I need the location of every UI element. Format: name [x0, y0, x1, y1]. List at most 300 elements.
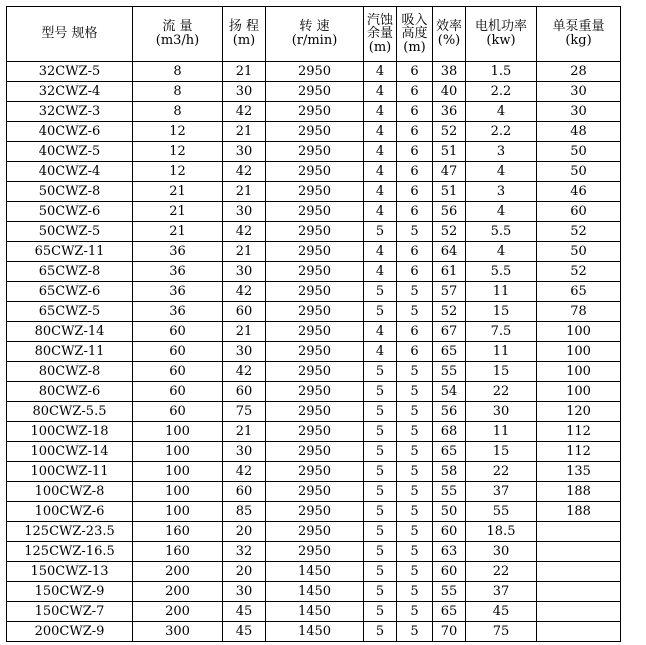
cell-suction: 5: [397, 362, 433, 382]
cell-flow: 36: [133, 242, 223, 262]
cell-flow: 36: [133, 262, 223, 282]
table-row: [7, 442, 621, 462]
cell-power: 30: [466, 402, 537, 422]
table-row: [7, 162, 621, 182]
cell-npsh: 4: [364, 102, 397, 122]
cell-head: 60: [223, 302, 266, 322]
cell-head: 20: [223, 562, 266, 582]
cell-speed: 2950: [266, 102, 364, 122]
cell-npsh: 4: [364, 142, 397, 162]
cell-efficiency: 60: [433, 562, 466, 582]
cell-power: 75: [466, 622, 537, 642]
cell-head: 42: [223, 362, 266, 382]
cell-weight: 120: [537, 402, 621, 422]
cell-head: 21: [223, 422, 266, 442]
cell-speed: 2950: [266, 422, 364, 442]
header-head-label: 扬 程: [228, 19, 260, 35]
table-row: [7, 522, 621, 542]
cell-flow: 200: [133, 562, 223, 582]
cell-weight: 100: [537, 342, 621, 362]
cell-speed: 2950: [266, 122, 364, 142]
cell-head: 32: [223, 542, 266, 562]
cell-power: 11: [466, 422, 537, 442]
cell-suction: 6: [397, 242, 433, 262]
cell-head: 21: [223, 242, 266, 262]
cell-model: 100CWZ-8: [7, 482, 133, 502]
header-suction-unit: (m): [403, 39, 426, 55]
cell-model: 40CWZ-5: [7, 142, 133, 162]
cell-speed: 1450: [266, 602, 364, 622]
cell-speed: 1450: [266, 622, 364, 642]
cell-model: 150CWZ-9: [7, 582, 133, 602]
cell-npsh: 5: [364, 362, 397, 382]
table-row: [7, 542, 621, 562]
cell-weight: 28: [537, 62, 621, 82]
cell-power: 45: [466, 602, 537, 622]
cell-speed: 2950: [266, 82, 364, 102]
table-row: [7, 362, 621, 382]
cell-model: 32CWZ-4: [7, 82, 133, 102]
cell-power: 2.2: [466, 122, 537, 142]
cell-power: 11: [466, 282, 537, 302]
cell-model: 65CWZ-11: [7, 242, 133, 262]
header-head: [223, 7, 266, 62]
cell-suction: 5: [397, 222, 433, 242]
cell-npsh: 5: [364, 482, 397, 502]
table-body: [7, 62, 621, 642]
cell-flow: 200: [133, 602, 223, 622]
cell-npsh: 4: [364, 62, 397, 82]
cell-suction: 5: [397, 582, 433, 602]
cell-flow: 8: [133, 102, 223, 122]
cell-power: 3: [466, 182, 537, 202]
cell-weight: 100: [537, 362, 621, 382]
cell-weight: 30: [537, 102, 621, 122]
cell-weight: [537, 582, 621, 602]
header-model: [7, 7, 133, 62]
cell-flow: 60: [133, 402, 223, 422]
cell-weight: 188: [537, 482, 621, 502]
cell-head: 21: [223, 182, 266, 202]
cell-flow: 36: [133, 282, 223, 302]
cell-model: 80CWZ-11: [7, 342, 133, 362]
table-row: [7, 102, 621, 122]
cell-power: 5.5: [466, 262, 537, 282]
cell-efficiency: 57: [433, 282, 466, 302]
cell-head: 30: [223, 442, 266, 462]
cell-model: 100CWZ-14: [7, 442, 133, 462]
header-speed-label: 转 速: [299, 19, 330, 35]
cell-speed: 2950: [266, 542, 364, 562]
cell-model: 100CWZ-11: [7, 462, 133, 482]
cell-flow: 12: [133, 162, 223, 182]
cell-flow: 12: [133, 122, 223, 142]
cell-power: 11: [466, 342, 537, 362]
table-row: [7, 282, 621, 302]
cell-efficiency: 50: [433, 502, 466, 522]
cell-npsh: 5: [364, 542, 397, 562]
table-row: [7, 462, 621, 482]
table-row: [7, 622, 621, 642]
header-head-unit: (m): [232, 33, 256, 48]
cell-efficiency: 64: [433, 242, 466, 262]
cell-npsh: 4: [364, 162, 397, 182]
cell-suction: 5: [397, 522, 433, 542]
cell-flow: 100: [133, 482, 223, 502]
cell-model: 50CWZ-5: [7, 222, 133, 242]
header-flow-label: 流 量: [162, 19, 193, 35]
header-speed-unit: (r/min): [291, 33, 338, 48]
cell-efficiency: 55: [433, 582, 466, 602]
cell-npsh: 5: [364, 222, 397, 242]
cell-head: 42: [223, 462, 266, 482]
cell-power: 4: [466, 102, 537, 122]
cell-speed: 1450: [266, 562, 364, 582]
cell-weight: 100: [537, 322, 621, 342]
cell-flow: 160: [133, 522, 223, 542]
cell-efficiency: 67: [433, 322, 466, 342]
table-row: [7, 482, 621, 502]
cell-model: 125CWZ-23.5: [7, 522, 133, 542]
cell-npsh: 4: [364, 242, 397, 262]
table-row: [7, 502, 621, 522]
table-row: [7, 422, 621, 442]
cell-weight: 188: [537, 502, 621, 522]
header-weight-unit: (kg): [565, 33, 592, 48]
cell-power: 4: [466, 202, 537, 222]
cell-weight: 50: [537, 162, 621, 182]
cell-suction: 5: [397, 442, 433, 462]
cell-speed: 2950: [266, 162, 364, 182]
cell-weight: 112: [537, 442, 621, 462]
cell-speed: 2950: [266, 322, 364, 342]
cell-suction: 5: [397, 302, 433, 322]
header-flow: [133, 7, 223, 62]
cell-efficiency: 55: [433, 482, 466, 502]
header-power-unit: (kw): [486, 33, 516, 48]
cell-model: 40CWZ-6: [7, 122, 133, 142]
cell-suction: 5: [397, 482, 433, 502]
cell-suction: 6: [397, 142, 433, 162]
cell-npsh: 5: [364, 462, 397, 482]
cell-efficiency: 52: [433, 222, 466, 242]
cell-npsh: 5: [364, 622, 397, 642]
cell-model: 80CWZ-5.5: [7, 402, 133, 422]
cell-npsh: 5: [364, 422, 397, 442]
cell-speed: 2950: [266, 202, 364, 222]
cell-head: 30: [223, 82, 266, 102]
cell-npsh: 4: [364, 182, 397, 202]
cell-flow: 100: [133, 462, 223, 482]
header-efficiency-label: 效率: [435, 19, 462, 35]
header-flow-unit: (m3/h): [155, 33, 200, 48]
cell-speed: 2950: [266, 182, 364, 202]
cell-efficiency: 38: [433, 62, 466, 82]
cell-speed: 2950: [266, 382, 364, 402]
cell-npsh: 5: [364, 602, 397, 622]
cell-flow: 60: [133, 322, 223, 342]
cell-npsh: 5: [364, 442, 397, 462]
table-row: [7, 562, 621, 582]
cell-suction: 5: [397, 602, 433, 622]
cell-model: 100CWZ-18: [7, 422, 133, 442]
cell-power: 18.5: [466, 522, 537, 542]
cell-power: 30: [466, 542, 537, 562]
header-power-label: 电机功率: [474, 19, 527, 35]
cell-suction: 5: [397, 562, 433, 582]
header-weight: [537, 7, 621, 62]
cell-npsh: 4: [364, 202, 397, 222]
cell-efficiency: 36: [433, 102, 466, 122]
cell-power: 5.5: [466, 222, 537, 242]
cell-head: 42: [223, 222, 266, 242]
cell-flow: 60: [133, 382, 223, 402]
cell-flow: 100: [133, 442, 223, 462]
cell-head: 75: [223, 402, 266, 422]
cell-flow: 21: [133, 202, 223, 222]
cell-flow: 8: [133, 62, 223, 82]
cell-suction: 6: [397, 102, 433, 122]
cell-model: 50CWZ-6: [7, 202, 133, 222]
cell-weight: 60: [537, 202, 621, 222]
table-row: [7, 242, 621, 262]
cell-efficiency: 58: [433, 462, 466, 482]
cell-speed: 2950: [266, 462, 364, 482]
cell-npsh: 4: [364, 342, 397, 362]
cell-power: 4: [466, 162, 537, 182]
cell-power: 15: [466, 302, 537, 322]
cell-suction: 6: [397, 342, 433, 362]
cell-efficiency: 56: [433, 202, 466, 222]
cell-speed: 2950: [266, 482, 364, 502]
cell-head: 42: [223, 282, 266, 302]
cell-flow: 300: [133, 622, 223, 642]
cell-weight: 48: [537, 122, 621, 142]
cell-weight: 50: [537, 142, 621, 162]
cell-flow: 12: [133, 142, 223, 162]
cell-efficiency: 55: [433, 362, 466, 382]
cell-speed: 2950: [266, 222, 364, 242]
cell-power: 2.2: [466, 82, 537, 102]
cell-model: 65CWZ-8: [7, 262, 133, 282]
header-suction-label: 吸入高度: [401, 12, 428, 42]
cell-suction: 6: [397, 202, 433, 222]
cell-suction: 6: [397, 122, 433, 142]
cell-flow: 21: [133, 222, 223, 242]
cell-model: 65CWZ-6: [7, 282, 133, 302]
cell-efficiency: 65: [433, 442, 466, 462]
cell-power: 15: [466, 362, 537, 382]
cell-head: 45: [223, 602, 266, 622]
cell-head: 85: [223, 502, 266, 522]
cell-suction: 6: [397, 182, 433, 202]
cell-power: 7.5: [466, 322, 537, 342]
cell-power: 22: [466, 562, 537, 582]
header-speed: [266, 7, 364, 62]
cell-suction: 5: [397, 542, 433, 562]
cell-suction: 5: [397, 402, 433, 422]
cell-speed: 2950: [266, 362, 364, 382]
table-row: [7, 582, 621, 602]
cell-head: 30: [223, 142, 266, 162]
cell-power: 22: [466, 382, 537, 402]
cell-weight: [537, 602, 621, 622]
cell-head: 21: [223, 322, 266, 342]
cell-flow: 100: [133, 422, 223, 442]
table-row: [7, 122, 621, 142]
cell-suction: 6: [397, 82, 433, 102]
cell-model: 150CWZ-7: [7, 602, 133, 622]
table-row: [7, 602, 621, 622]
cell-suction: 6: [397, 322, 433, 342]
cell-weight: 65: [537, 282, 621, 302]
cell-npsh: 4: [364, 322, 397, 342]
cell-efficiency: 70: [433, 622, 466, 642]
cell-head: 30: [223, 582, 266, 602]
cell-speed: 2950: [266, 242, 364, 262]
cell-speed: 2950: [266, 302, 364, 322]
cell-flow: 36: [133, 302, 223, 322]
cell-efficiency: 52: [433, 302, 466, 322]
cell-speed: 2950: [266, 522, 364, 542]
cell-flow: 200: [133, 582, 223, 602]
table-row: [7, 402, 621, 422]
cell-model: 80CWZ-8: [7, 362, 133, 382]
cell-power: 4: [466, 242, 537, 262]
cell-flow: 160: [133, 542, 223, 562]
cell-weight: 100: [537, 382, 621, 402]
cell-head: 30: [223, 342, 266, 362]
cell-npsh: 5: [364, 302, 397, 322]
cell-suction: 5: [397, 382, 433, 402]
cell-weight: 135: [537, 462, 621, 482]
cell-weight: [537, 562, 621, 582]
cell-efficiency: 63: [433, 542, 466, 562]
cell-suction: 5: [397, 462, 433, 482]
cell-npsh: 4: [364, 262, 397, 282]
cell-model: 32CWZ-3: [7, 102, 133, 122]
cell-weight: 50: [537, 242, 621, 262]
cell-weight: 78: [537, 302, 621, 322]
cell-model: 65CWZ-5: [7, 302, 133, 322]
cell-speed: 2950: [266, 262, 364, 282]
cell-model: 100CWZ-6: [7, 502, 133, 522]
cell-power: 55: [466, 502, 537, 522]
cell-efficiency: 65: [433, 602, 466, 622]
header-npsh-label: 汽蚀余量: [366, 12, 393, 42]
cell-npsh: 5: [364, 522, 397, 542]
cell-head: 21: [223, 62, 266, 82]
cell-speed: 2950: [266, 402, 364, 422]
cell-weight: [537, 522, 621, 542]
table-row: [7, 82, 621, 102]
cell-speed: 1450: [266, 582, 364, 602]
table-row: [7, 262, 621, 282]
cell-flow: 8: [133, 82, 223, 102]
cell-efficiency: 65: [433, 342, 466, 362]
cell-model: 80CWZ-6: [7, 382, 133, 402]
cell-model: 150CWZ-13: [7, 562, 133, 582]
cell-power: 1.5: [466, 62, 537, 82]
table-row: [7, 222, 621, 242]
header-weight-label: 单泵重量: [552, 19, 605, 35]
table-row: [7, 202, 621, 222]
cell-head: 45: [223, 622, 266, 642]
cell-speed: 2950: [266, 282, 364, 302]
cell-speed: 2950: [266, 442, 364, 462]
cell-weight: 52: [537, 222, 621, 242]
cell-power: 37: [466, 482, 537, 502]
cell-npsh: 5: [364, 502, 397, 522]
cell-efficiency: 60: [433, 522, 466, 542]
cell-suction: 5: [397, 502, 433, 522]
cell-weight: 52: [537, 262, 621, 282]
cell-speed: 2950: [266, 342, 364, 362]
cell-npsh: 5: [364, 282, 397, 302]
cell-head: 42: [223, 102, 266, 122]
table-row: [7, 382, 621, 402]
cell-suction: 6: [397, 262, 433, 282]
cell-efficiency: 51: [433, 142, 466, 162]
cell-power: 37: [466, 582, 537, 602]
header-power: [466, 7, 537, 62]
table-row: [7, 322, 621, 342]
header-row: [7, 7, 621, 62]
cell-npsh: 5: [364, 382, 397, 402]
header-npsh: [364, 7, 397, 62]
cell-suction: 6: [397, 162, 433, 182]
cell-efficiency: 51: [433, 182, 466, 202]
cell-speed: 2950: [266, 502, 364, 522]
cell-npsh: 4: [364, 82, 397, 102]
cell-head: 60: [223, 482, 266, 502]
cell-head: 20: [223, 522, 266, 542]
header-suction: [397, 7, 433, 62]
cell-suction: 5: [397, 422, 433, 442]
cell-head: 30: [223, 262, 266, 282]
table-row: [7, 62, 621, 82]
cell-speed: 2950: [266, 142, 364, 162]
cell-efficiency: 52: [433, 122, 466, 142]
header-model-label: 型号 规格: [41, 26, 98, 42]
cell-efficiency: 56: [433, 402, 466, 422]
cell-weight: [537, 622, 621, 642]
cell-speed: 2950: [266, 62, 364, 82]
cell-suction: 6: [397, 62, 433, 82]
cell-head: 30: [223, 202, 266, 222]
cell-efficiency: 40: [433, 82, 466, 102]
cell-flow: 60: [133, 362, 223, 382]
cell-npsh: 5: [364, 582, 397, 602]
header-npsh-unit: (m): [368, 39, 392, 55]
table-row: [7, 142, 621, 162]
cell-weight: 46: [537, 182, 621, 202]
cell-suction: 5: [397, 282, 433, 302]
cell-weight: [537, 542, 621, 562]
cell-efficiency: 61: [433, 262, 466, 282]
cell-flow: 60: [133, 342, 223, 362]
cell-efficiency: 68: [433, 422, 466, 442]
cell-model: 50CWZ-8: [7, 182, 133, 202]
cell-flow: 21: [133, 182, 223, 202]
cell-head: 21: [223, 122, 266, 142]
cell-power: 15: [466, 442, 537, 462]
header-efficiency: [433, 7, 466, 62]
cell-model: 40CWZ-4: [7, 162, 133, 182]
cell-npsh: 5: [364, 562, 397, 582]
cell-suction: 5: [397, 622, 433, 642]
pump-spec-table: [6, 6, 621, 642]
